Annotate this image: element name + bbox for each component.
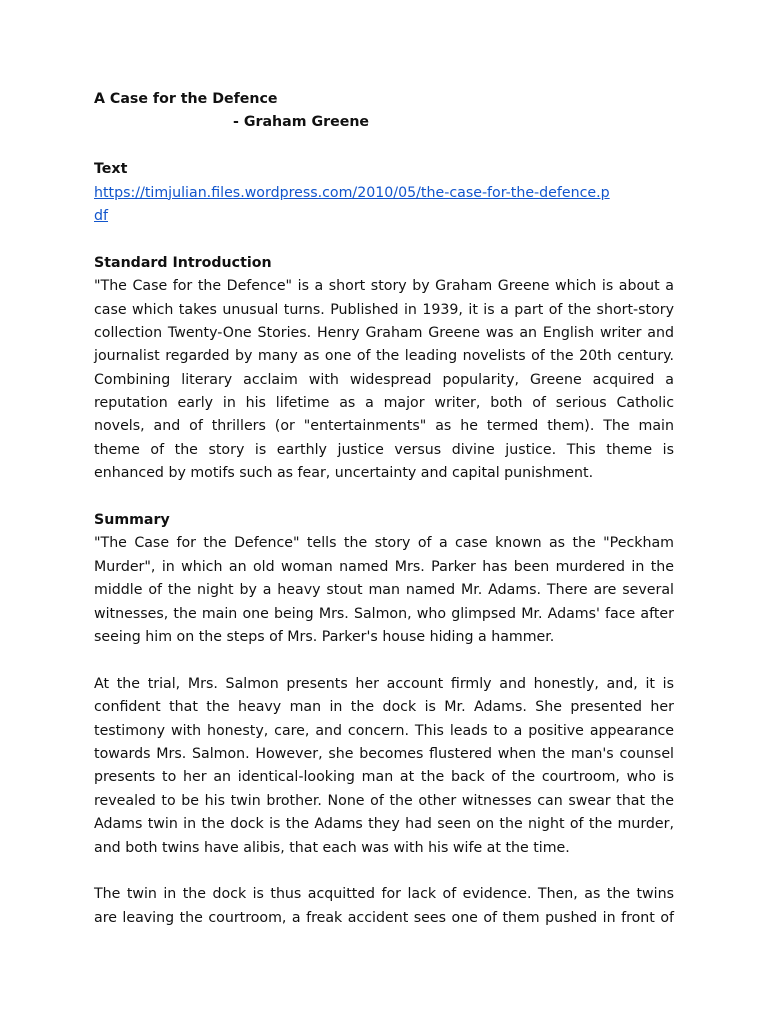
summary-p2-line: towards Mrs. Salmon. However, she becomes flustered when the man's counsel: [94, 745, 674, 762]
text-heading: Text: [94, 161, 128, 178]
author-line: - Graham Greene: [233, 114, 370, 131]
intro-line: case which takes unusual turns. Published in 1939, it is a part of the short-story: [94, 301, 674, 318]
intro-line: collection Twenty-One Stories. Henry Graham Greene was an English writer and: [94, 324, 674, 341]
summary-p2-line: presents to her an identical-looking man at the back of the courtroom, who is: [94, 769, 674, 786]
source-link-line-2[interactable]: [94, 205, 674, 228]
intro-line: Combining literary acclaim with widespread popularity, Greene acquired a: [94, 371, 674, 388]
intro-line: "The Case for the Defence" is a short story by Graham Greene which is about a: [94, 278, 674, 295]
summary-heading: Summary: [94, 512, 170, 529]
intro-line: journalist regarded by many as one of the leading novelists of the 20th century.: [94, 348, 674, 365]
intro-line: reputation early in his lifetime as a major writer, both of serious Catholic: [94, 395, 674, 412]
source-link[interactable]: https://timjulian.files.wordpress.com/2010/05/the-case-for-the-defence.p: [94, 184, 610, 201]
intro-heading: Standard Introduction: [94, 254, 272, 271]
summary-line: middle of the night by a heavy stout man named Mr. Adams. There are several: [94, 582, 674, 599]
spacer: [94, 860, 674, 883]
summary-p2-line: Adams twin in the dock is the Adams they had seen on the night of the murder,: [94, 816, 674, 833]
spacer: [94, 135, 674, 158]
summary-p2-line-last: and both twins have alibis, that each was with his wife at the time.: [94, 839, 570, 856]
summary-line: "The Case for the Defence" tells the story of a case known as the "Peckham: [94, 535, 674, 552]
source-link-continued[interactable]: df: [94, 207, 109, 224]
spacer: [94, 649, 674, 672]
intro-line-last: enhanced by motifs such as fear, uncertainty and capital punishment.: [94, 465, 594, 482]
document-title: A Case for the Defence: [94, 91, 278, 107]
document-page: [94, 88, 674, 930]
summary-p2-line: testimony with honesty, care, and concern. This leads to a positive appearance: [94, 722, 674, 739]
source-link-line-1[interactable]: [94, 182, 674, 205]
summary-p2-line: revealed to be his twin brother. None of the other witnesses can swear that the: [94, 792, 674, 809]
summary-p2-line: confident that the heavy man in the dock is Mr. Adams. She presented her: [94, 699, 674, 716]
summary-line: witnesses, the main one being Mrs. Salmon, who glimpsed Mr. Adams' face after: [94, 605, 674, 622]
spacer: [94, 486, 674, 509]
intro-line: novels, and of thrillers (or "entertainments" as he termed them). The main: [94, 418, 674, 435]
summary-line: Murder", in which an old woman named Mrs. Parker has been murdered in the: [94, 558, 674, 575]
summary-p2-line: At the trial, Mrs. Salmon presents her account firmly and honestly, and, it is: [94, 675, 674, 692]
summary-p3-line: are leaving the courtroom, a freak accident sees one of them pushed in front of: [94, 909, 674, 926]
summary-line-last: seeing him on the steps of Mrs. Parker's house hiding a hammer.: [94, 628, 555, 645]
spacer: [94, 228, 674, 251]
intro-line: theme of the story is earthly justice versus divine justice. This theme is: [94, 441, 674, 458]
summary-p3-line: The twin in the dock is thus acquitted for lack of evidence. Then, as the twins: [94, 886, 674, 903]
